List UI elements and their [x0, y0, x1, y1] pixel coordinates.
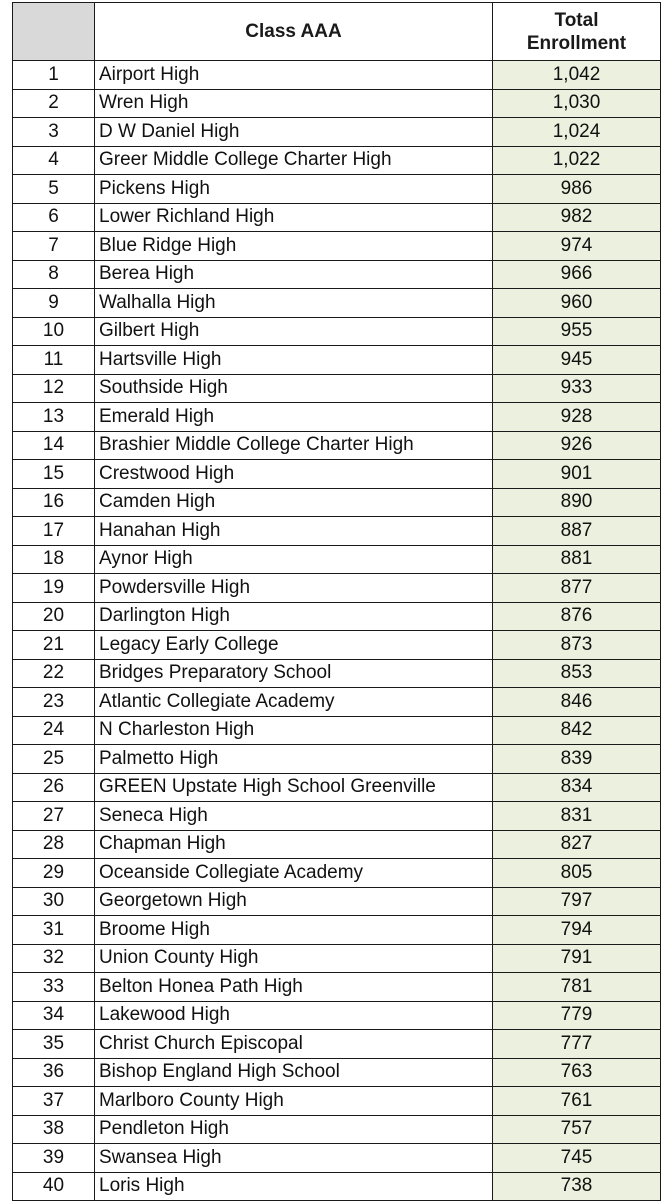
enrollment-cell: 797: [493, 887, 661, 916]
enrollment-cell: 738: [493, 1172, 661, 1201]
school-name-cell: Broome High: [95, 916, 493, 945]
enrollment-cell: 890: [493, 488, 661, 517]
rank-cell: 20: [13, 602, 95, 631]
enrollment-cell: 1,022: [493, 146, 661, 175]
enrollment-cell: 1,042: [493, 61, 661, 90]
rank-cell: 25: [13, 745, 95, 774]
school-name-cell: Legacy Early College: [95, 631, 493, 660]
school-name-cell: Marlboro County High: [95, 1087, 493, 1116]
corner-cell: [13, 3, 95, 61]
enrollment-sheet: [12, 2, 661, 1201]
school-name-cell: Lower Richland High: [95, 203, 493, 232]
table-row: [13, 203, 661, 232]
school-name-cell: Belton Honea Path High: [95, 973, 493, 1002]
table-row: [13, 118, 661, 147]
school-name-cell: Hartsville High: [95, 346, 493, 375]
enrollment-cell: 779: [493, 1001, 661, 1030]
rank-cell: 29: [13, 859, 95, 888]
school-name-cell: Oceanside Collegiate Academy: [95, 859, 493, 888]
school-name-cell: N Charleston High: [95, 716, 493, 745]
school-name-cell: Brashier Middle College Charter High: [95, 431, 493, 460]
table-row: [13, 1087, 661, 1116]
rank-cell: 21: [13, 631, 95, 660]
table-row: [13, 89, 661, 118]
rank-cell: 6: [13, 203, 95, 232]
enrollment-header: [493, 3, 661, 61]
rank-cell: 3: [13, 118, 95, 147]
table-row: [13, 175, 661, 204]
school-name-cell: Berea High: [95, 260, 493, 289]
rank-cell: 4: [13, 146, 95, 175]
table-row: [13, 61, 661, 90]
table-row: [13, 1115, 661, 1144]
enrollment-cell: 982: [493, 203, 661, 232]
rank-cell: 28: [13, 830, 95, 859]
school-name-cell: Union County High: [95, 944, 493, 973]
table-row: [13, 1058, 661, 1087]
rank-cell: 26: [13, 773, 95, 802]
rank-cell: 9: [13, 289, 95, 318]
enrollment-cell: 777: [493, 1030, 661, 1059]
enrollment-cell: 1,030: [493, 89, 661, 118]
rank-cell: 23: [13, 688, 95, 717]
school-name-cell: Aynor High: [95, 545, 493, 574]
rank-cell: 37: [13, 1087, 95, 1116]
enrollment-cell: 791: [493, 944, 661, 973]
rank-cell: 13: [13, 403, 95, 432]
table-row: [13, 488, 661, 517]
enrollment-cell: 960: [493, 289, 661, 318]
school-name-cell: Gilbert High: [95, 317, 493, 346]
rank-cell: 36: [13, 1058, 95, 1087]
table-row: [13, 545, 661, 574]
rank-cell: 34: [13, 1001, 95, 1030]
table-row: [13, 517, 661, 546]
rank-cell: 10: [13, 317, 95, 346]
rank-cell: 27: [13, 802, 95, 831]
school-name-cell: Camden High: [95, 488, 493, 517]
rank-cell: 39: [13, 1144, 95, 1173]
enrollment-cell: 853: [493, 659, 661, 688]
enrollment-cell: 745: [493, 1144, 661, 1173]
enrollment-cell: 781: [493, 973, 661, 1002]
enrollment-cell: 761: [493, 1087, 661, 1116]
rank-cell: 15: [13, 460, 95, 489]
table-row: [13, 745, 661, 774]
table-row: [13, 146, 661, 175]
table-row: [13, 260, 661, 289]
school-name-cell: GREEN Upstate High School Greenville: [95, 773, 493, 802]
rank-cell: 33: [13, 973, 95, 1002]
school-name-cell: Walhalla High: [95, 289, 493, 318]
enrollment-header-line2: Enrollment: [526, 32, 627, 54]
rank-cell: 18: [13, 545, 95, 574]
table-row: [13, 631, 661, 660]
table-row: [13, 1001, 661, 1030]
enrollment-cell: 839: [493, 745, 661, 774]
table-row: [13, 289, 661, 318]
school-name-cell: Emerald High: [95, 403, 493, 432]
rank-cell: 14: [13, 431, 95, 460]
table-row: [13, 659, 661, 688]
rank-cell: 30: [13, 887, 95, 916]
school-name-cell: Georgetown High: [95, 887, 493, 916]
rank-cell: 5: [13, 175, 95, 204]
table-row: [13, 574, 661, 603]
table-row: [13, 317, 661, 346]
enrollment-table: [12, 2, 661, 1201]
table-row: [13, 1144, 661, 1173]
school-name-cell: Chapman High: [95, 830, 493, 859]
rank-cell: 35: [13, 1030, 95, 1059]
enrollment-cell: 926: [493, 431, 661, 460]
table-row: [13, 232, 661, 261]
enrollment-cell: 805: [493, 859, 661, 888]
enrollment-cell: 763: [493, 1058, 661, 1087]
rank-cell: 8: [13, 260, 95, 289]
enrollment-cell: 986: [493, 175, 661, 204]
table-row: [13, 887, 661, 916]
table-row: [13, 916, 661, 945]
enrollment-cell: 834: [493, 773, 661, 802]
table-row: [13, 403, 661, 432]
rank-cell: 17: [13, 517, 95, 546]
school-name-cell: Christ Church Episcopal: [95, 1030, 493, 1059]
table-row: [13, 602, 661, 631]
table-row: [13, 374, 661, 403]
enrollment-cell: 933: [493, 374, 661, 403]
enrollment-cell: 846: [493, 688, 661, 717]
school-name-cell: Powdersville High: [95, 574, 493, 603]
table-row: [13, 973, 661, 1002]
school-name-cell: Southside High: [95, 374, 493, 403]
school-name-cell: Atlantic Collegiate Academy: [95, 688, 493, 717]
rank-cell: 19: [13, 574, 95, 603]
school-name-cell: Blue Ridge High: [95, 232, 493, 261]
enrollment-cell: 887: [493, 517, 661, 546]
rank-cell: 40: [13, 1172, 95, 1201]
table-row: [13, 431, 661, 460]
enrollment-cell: 966: [493, 260, 661, 289]
rank-cell: 32: [13, 944, 95, 973]
school-name-cell: Airport High: [95, 61, 493, 90]
rank-cell: 2: [13, 89, 95, 118]
class-header: Class AAA: [95, 3, 493, 61]
school-name-cell: Darlington High: [95, 602, 493, 631]
school-name-cell: Greer Middle College Charter High: [95, 146, 493, 175]
rank-cell: 38: [13, 1115, 95, 1144]
rank-cell: 12: [13, 374, 95, 403]
school-name-cell: Wren High: [95, 89, 493, 118]
rank-cell: 24: [13, 716, 95, 745]
enrollment-cell: 955: [493, 317, 661, 346]
school-name-cell: Lakewood High: [95, 1001, 493, 1030]
enrollment-cell: 877: [493, 574, 661, 603]
table-row: [13, 944, 661, 973]
enrollment-cell: 794: [493, 916, 661, 945]
school-name-cell: Palmetto High: [95, 745, 493, 774]
school-name-cell: Crestwood High: [95, 460, 493, 489]
school-name-cell: Swansea High: [95, 1144, 493, 1173]
school-name-cell: Pendleton High: [95, 1115, 493, 1144]
table-row: [13, 802, 661, 831]
enrollment-cell: 881: [493, 545, 661, 574]
table-row: [13, 688, 661, 717]
table-row: [13, 1172, 661, 1201]
enrollment-cell: 757: [493, 1115, 661, 1144]
school-name-cell: Hanahan High: [95, 517, 493, 546]
enrollment-cell: 974: [493, 232, 661, 261]
rank-cell: 11: [13, 346, 95, 375]
rank-cell: 31: [13, 916, 95, 945]
school-name-cell: Seneca High: [95, 802, 493, 831]
enrollment-cell: 945: [493, 346, 661, 375]
enrollment-cell: 1,024: [493, 118, 661, 147]
enrollment-cell: 876: [493, 602, 661, 631]
table-body: [13, 61, 661, 1201]
table-row: [13, 830, 661, 859]
school-name-cell: Bridges Preparatory School: [95, 659, 493, 688]
rank-cell: 16: [13, 488, 95, 517]
table-row: [13, 773, 661, 802]
table-row: [13, 460, 661, 489]
rank-cell: 22: [13, 659, 95, 688]
enrollment-cell: 901: [493, 460, 661, 489]
enrollment-cell: 827: [493, 830, 661, 859]
school-name-cell: Bishop England High School: [95, 1058, 493, 1087]
enrollment-cell: 873: [493, 631, 661, 660]
school-name-cell: D W Daniel High: [95, 118, 493, 147]
header-row: [13, 3, 661, 61]
table-row: [13, 1030, 661, 1059]
rank-cell: 1: [13, 61, 95, 90]
table-row: [13, 859, 661, 888]
enrollment-cell: 831: [493, 802, 661, 831]
enrollment-header-line1: Total: [554, 9, 599, 31]
school-name-cell: Pickens High: [95, 175, 493, 204]
enrollment-cell: 842: [493, 716, 661, 745]
table-row: [13, 716, 661, 745]
school-name-cell: Loris High: [95, 1172, 493, 1201]
table-row: [13, 346, 661, 375]
rank-cell: 7: [13, 232, 95, 261]
enrollment-cell: 928: [493, 403, 661, 432]
